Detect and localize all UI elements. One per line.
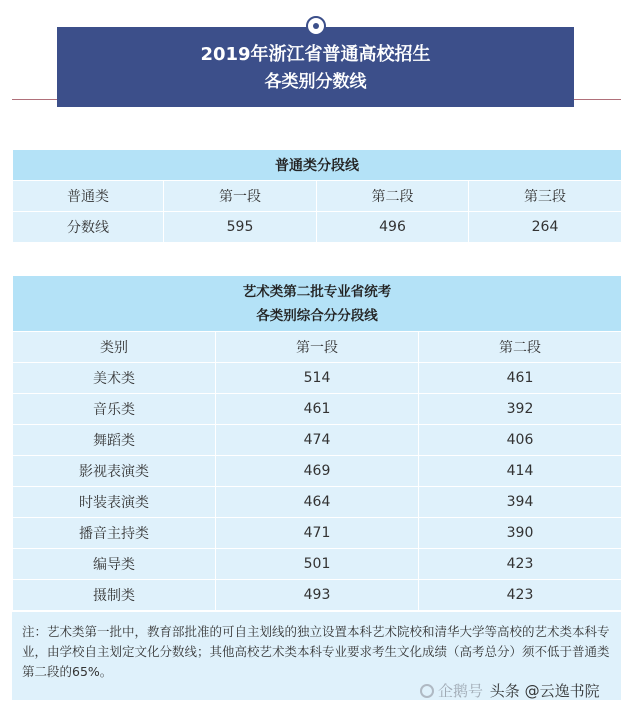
header-cell: 第三段 [469,181,622,212]
table-row [13,456,622,487]
title-banner [57,27,574,107]
footnote: 注：艺术类第一批中，教育部批准的可自主划线的独立设置本科艺术院校和清华大学等高校的艺术类本科专业，由学校自主划定文化分数线；其他高校艺术类本科专业要求考生文化成绩（高考总分）须不低于普通类第二段的65%。 [12,612,621,700]
table-cell: 舞蹈类 [13,425,216,456]
table-cell: 423 [419,549,622,580]
table-caption [13,276,622,332]
page-title: 2019年浙江省普通高校招生 [200,44,431,65]
caption-line: 艺术类第二批专业省统考 [242,283,392,300]
table-cell: 播音主持类 [13,518,216,549]
header-cell: 类别 [13,332,216,363]
table-cell: 461 [419,363,622,394]
table-cell: 469 [216,456,419,487]
table-row [13,580,622,611]
table-cell: 496 [317,212,469,243]
table-cell: 摄制类 [13,580,216,611]
table-cell: 时装表演类 [13,487,216,518]
general-score-table [12,149,622,243]
caption-line: 各类别综合分分段线 [256,307,378,324]
table-cell: 分数线 [13,212,164,243]
table-header-row [13,332,622,363]
table-cell: 编导类 [13,549,216,580]
page-subtitle: 各类别分数线 [264,72,367,92]
table-cell: 406 [419,425,622,456]
watermark-platform: 企鹅号 [438,682,484,700]
table-cell: 595 [164,212,317,243]
header-cell: 第二段 [317,181,469,212]
table-cell: 514 [216,363,419,394]
table-cell: 414 [419,456,622,487]
watermark-source: 头条 @云逸书院 [489,682,600,700]
table-row [13,549,622,580]
art-score-table [12,275,622,611]
table-header-row [13,181,622,212]
table-row [13,487,622,518]
table-cell: 264 [469,212,622,243]
header-cell: 普通类 [13,181,164,212]
penguin-logo-icon [420,684,434,698]
table-cell: 394 [419,487,622,518]
table-cell: 471 [216,518,419,549]
table-row [13,425,622,456]
pin-icon [306,16,326,36]
table-cell: 392 [419,394,622,425]
header-cell: 第二段 [419,332,622,363]
table-cell: 影视表演类 [13,456,216,487]
table-caption: 普通类分段线 [13,150,622,181]
table-row [13,212,622,243]
table-row [13,518,622,549]
table-cell: 474 [216,425,419,456]
table-cell: 美术类 [13,363,216,394]
table-cell: 390 [419,518,622,549]
header-cell: 第一段 [164,181,317,212]
header-cell: 第一段 [216,332,419,363]
table-cell: 493 [216,580,419,611]
table-cell: 464 [216,487,419,518]
table-row [13,363,622,394]
watermark [420,680,600,701]
table-cell: 501 [216,549,419,580]
table-cell: 423 [419,580,622,611]
table-cell: 音乐类 [13,394,216,425]
table-cell: 461 [216,394,419,425]
table-row [13,394,622,425]
